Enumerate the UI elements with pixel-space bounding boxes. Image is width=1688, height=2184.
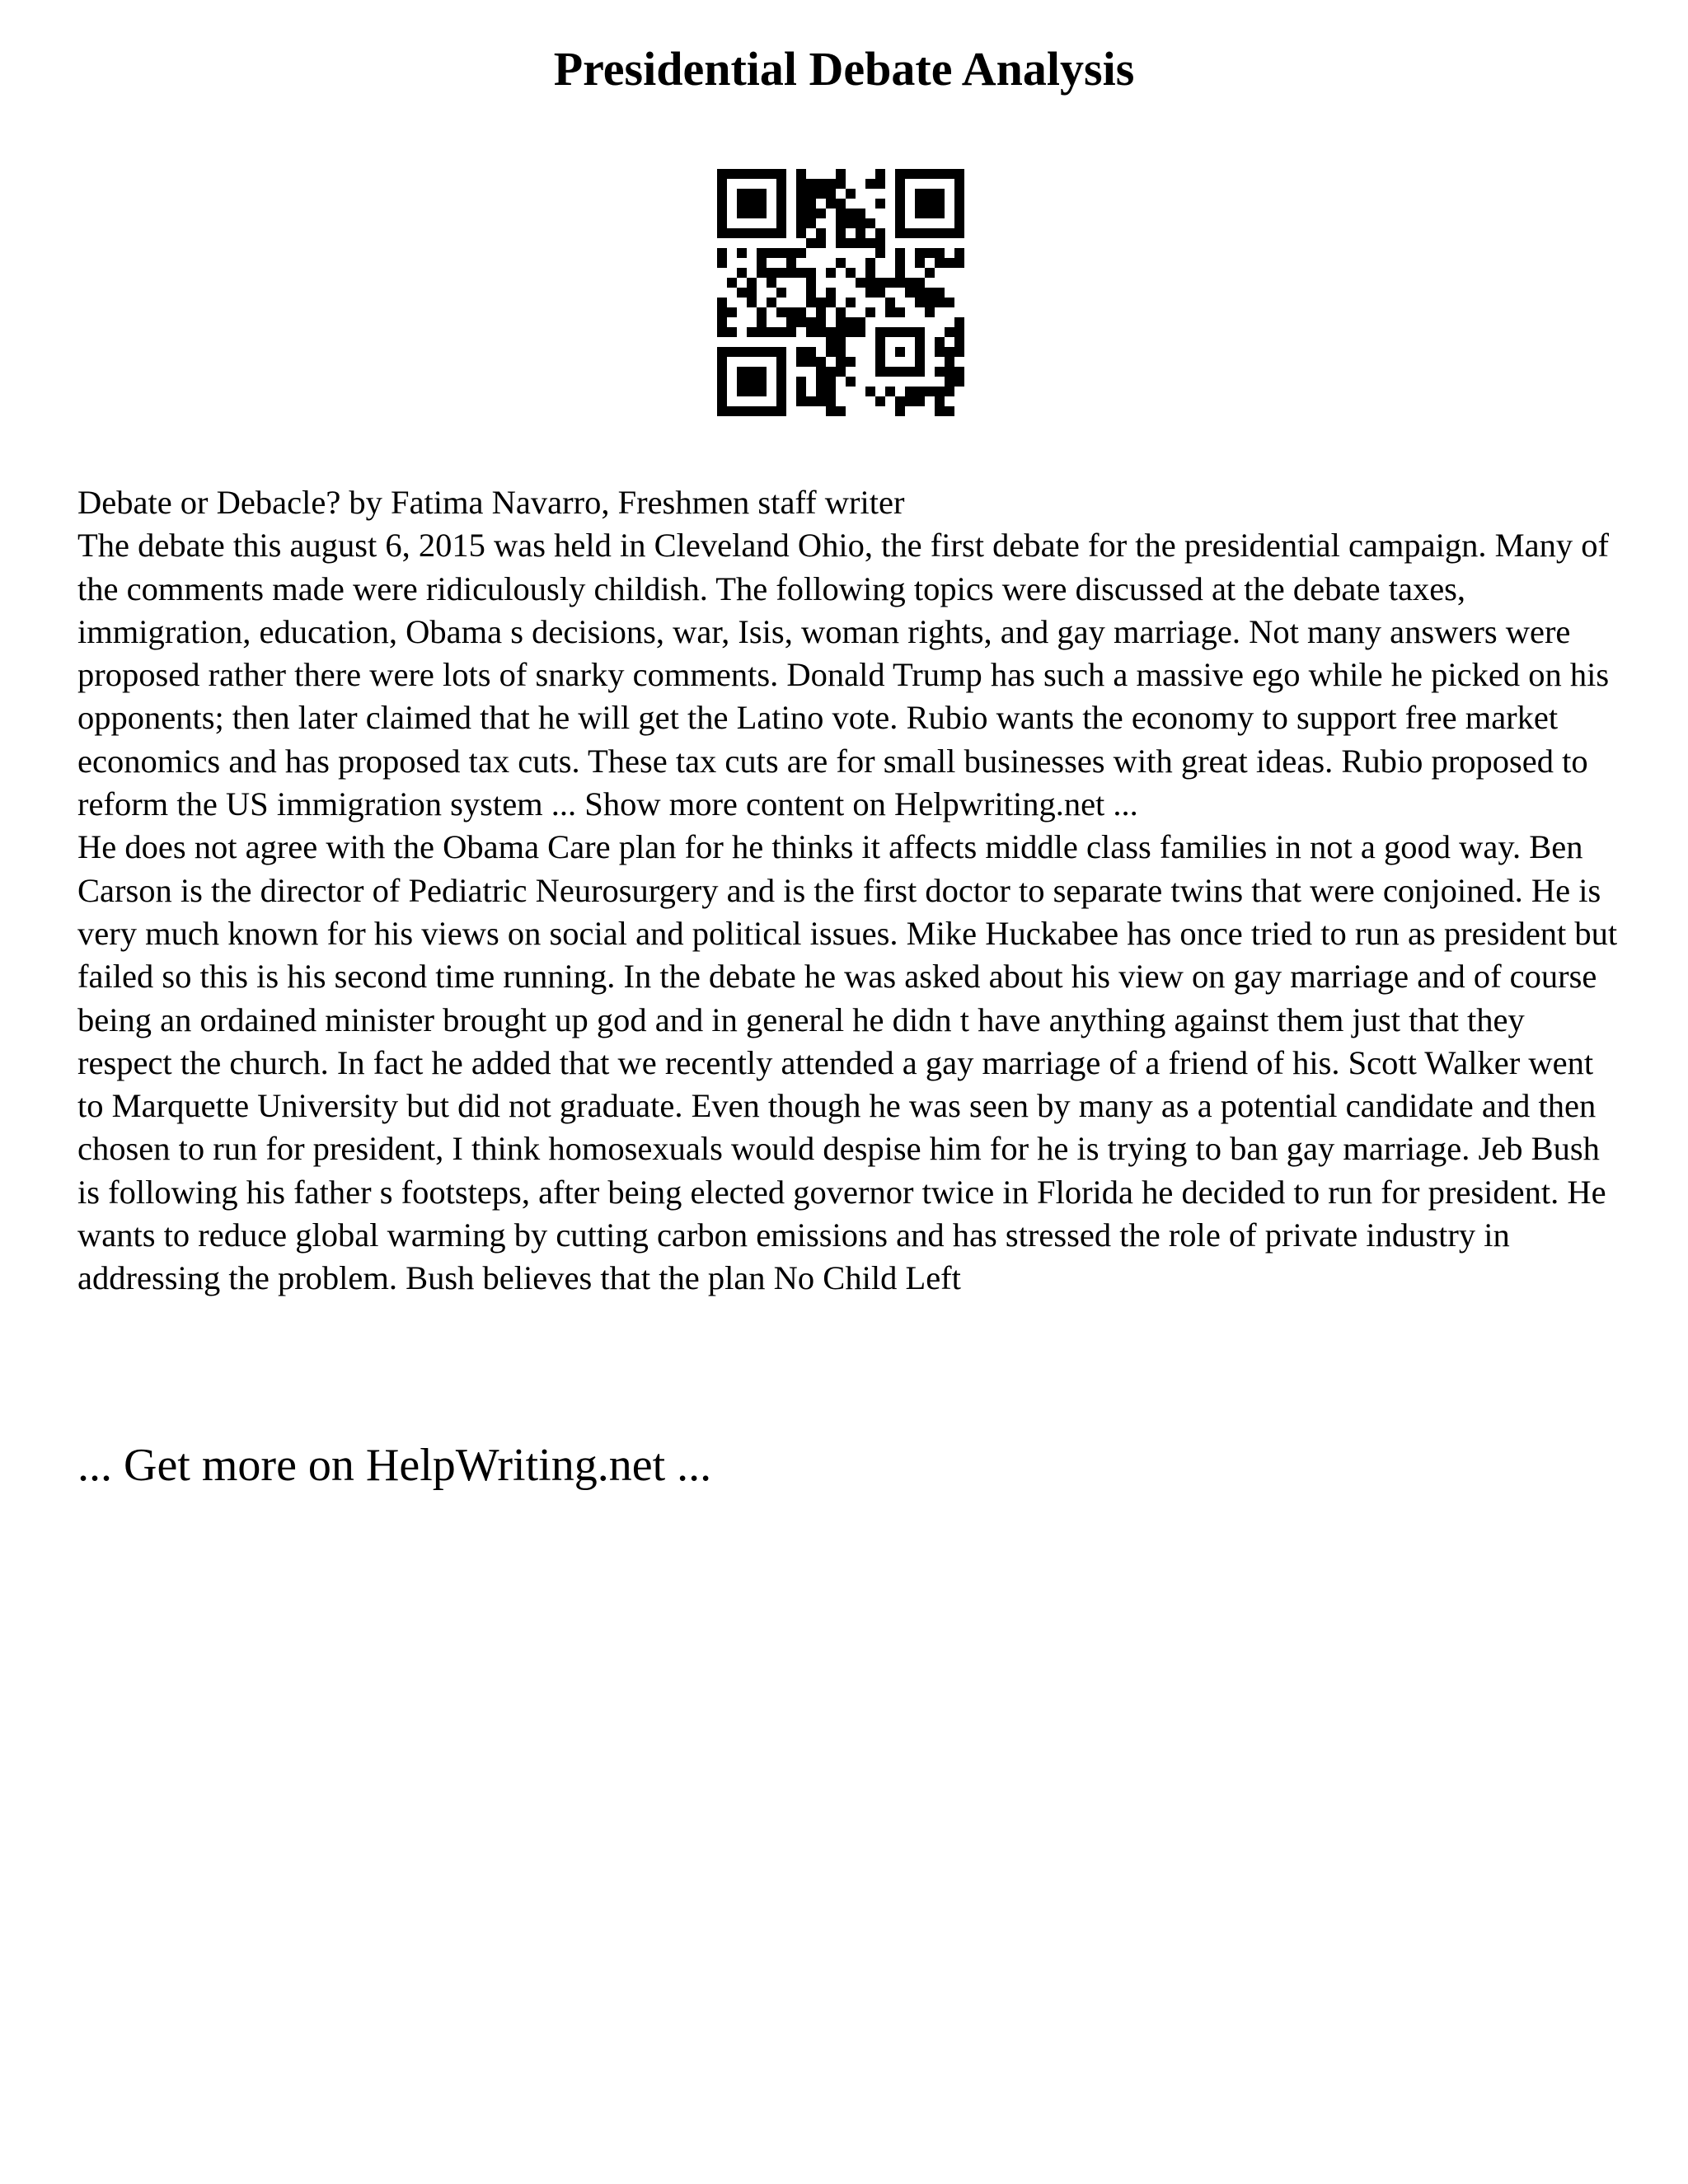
qr-code-icon bbox=[717, 169, 964, 416]
article-body bbox=[77, 481, 1627, 1301]
page-title: Presidential Debate Analysis bbox=[553, 42, 1135, 96]
article-paragraph-1: The debate this august 6, 2015 was held in Cleveland Ohio, the first debate for the presidential campaign. Many of the comments made were ridiculously childish. The following topics were discussed at the debate taxes, immigration, education, Obama s decisions, war, Isis, woman rights, and gay marriage. Not many answers were proposed rather there were lots of snarky comments. Donald Trump has such a massive ego while he picked on his opponents; then later claimed that he will get the Latino vote. Rubio wants the economy to support free market economics and has proposed tax cuts. These tax cuts are for small businesses with great ideas. Rubio proposed to reform the US immigration system ... Show more content on Helpwriting.net ... bbox=[77, 527, 1610, 823]
article-byline: Debate or Debacle? by Fatima Navarro, Freshmen staff writer bbox=[77, 484, 905, 521]
get-more-link[interactable]: ... Get more on HelpWriting.net ... bbox=[77, 1440, 712, 1491]
qr-code bbox=[717, 169, 964, 416]
article-paragraph-2: He does not agree with the Obama Care plan for he thinks it affects middle class families in not a good way. Ben Carson is the director of Pediatric Neurosurgery and is the first doctor to separate twins that were conjoined. He is very much known for his views on social and political issues. Mike Huckabee has once tried to run as president but failed so this is his second time running. In the debate he was asked about his view on gay marriage and of course being an ordained minister brought up god and in general he didn t have anything against them just that they respect the church. In fact he added that we recently attended a gay marriage of a friend of his. Scott Walker went to Marquette University but did not graduate. Even though he was seen by many as a potential candidate and then chosen to run for president, I think homosexuals would despise him for he is trying to ban gay marriage. Jeb Bush is following his father s footsteps, after being elected governor twice in Florida he decided to run for president. He wants to reduce global warming by cutting carbon emissions and has stressed the role of private industry in addressing the problem. Bush believes that the plan No Child Left bbox=[77, 828, 1618, 1297]
